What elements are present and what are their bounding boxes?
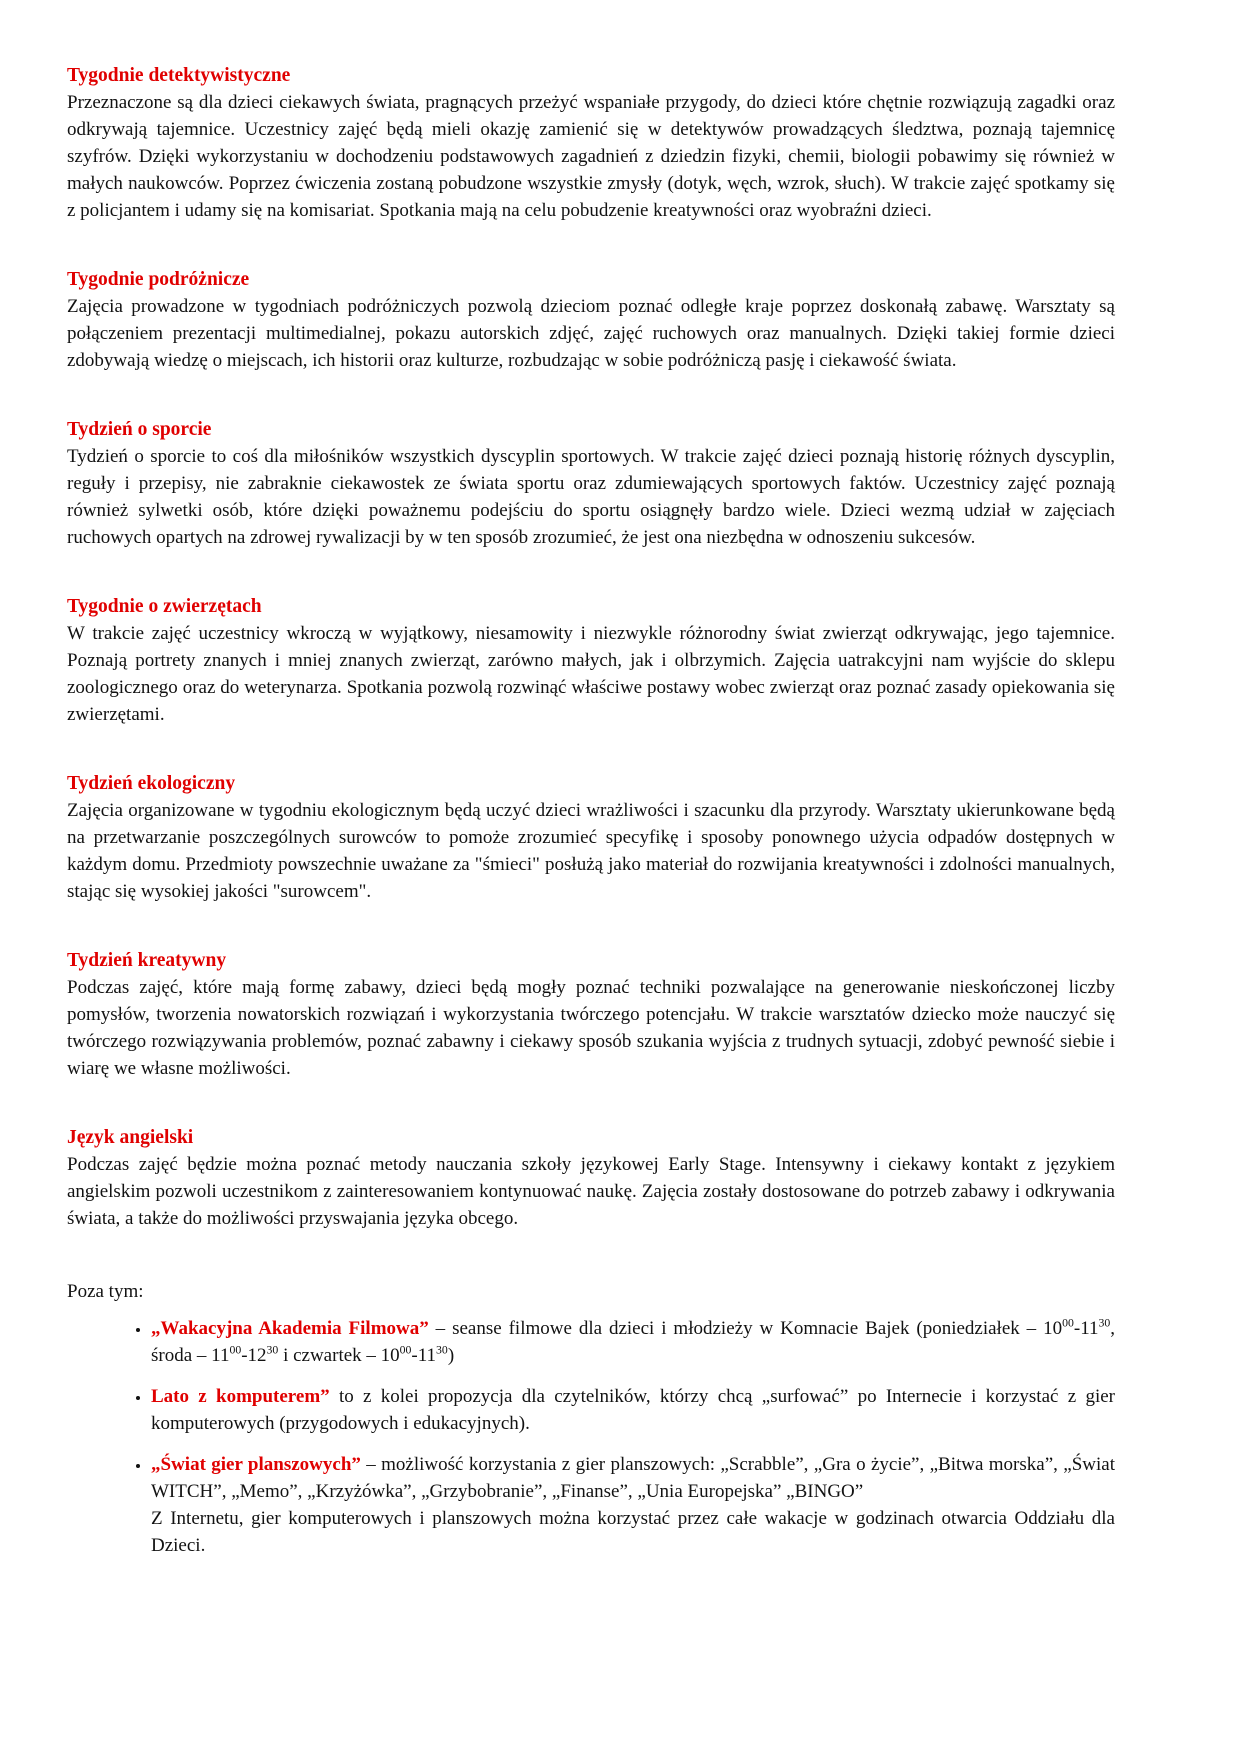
- section-travel-weeks: [67, 266, 1115, 374]
- list-item-film-academy: [151, 1315, 1115, 1369]
- bullet-extra-line: Z Internetu, gier komputerowych i planszowych można korzystać przez całe wakacje w godzinach otwarcia Oddziału dla Dzieci.: [151, 1508, 1115, 1556]
- bullet-text: – seanse filmowe dla dzieci i młodzieży w Komnacie Bajek (poniedziałek – $10^{00}-11^{30}$, środa – $11^{00}-12^{30}$ i czwartek – $10^{00}-11^{30}$): [151, 1316, 1116, 1366]
- section-body: Tydzień o sporcie to coś dla miłośników wszystkich dyscyplin sportowych. W trakcie zajęć dzieci poznają historię różnych dyscyplin, reguły i przepisy, nie zabraknie ciekawostek ze świata sportu oraz zdumiewających sportowych faktów. Uczestnicy zajęć poznają również sylwetki osób, które dzięki poważnemu podejściu do sportu osiągnęły bardzo wiele. Dzieci wezmą udział w zajęciach ruchowych opartych na zdrowej rywalizacji by w ten sposób zrozumieć, że jest ona niezbędna w odnoszeniu sukcesów.: [67, 446, 1115, 548]
- bullet-title: „Świat gier planszowych”: [151, 1454, 361, 1475]
- section-body: Podczas zajęć, które mają formę zabawy, dzieci będą mogły poznać techniki pozwalające na generowanie nieskończonej liczby pomysłów, tworzenia nowatorskich rozwiązań i wykorzystania twórczego potencjału. W trakcie warsztatów dziecko może nauczyć się twórczego rozwiązywania problemów, poznać zabawny i ciekawy sposób szukania wyjścia z trudnych sytuacji, zdobyć pewność siebie i wiarę we własne możliwości.: [67, 977, 1115, 1079]
- section-heading: Tygodnie detektywistyczne: [67, 65, 291, 86]
- section-detective-weeks: [67, 62, 1115, 224]
- section-sport-week: [67, 416, 1115, 551]
- bullet-text: – możliwość korzystania z gier planszowych: „Scrabble”, „Gra o życie”, „Bitwa morska”, „Świat WITCH”, „Memo”, „Krzyżówka”, „Grzybobranie”, „Finanse”, „Unia Europejska” „BINGO”: [151, 1454, 1115, 1502]
- section-english-language: [67, 1124, 1115, 1232]
- section-body: Zajęcia organizowane w tygodniu ekologicznym będą uczyć dzieci wrażliwości i szacunku dla przyrody. Warsztaty ukierunkowane będą na przetwarzanie poszczególnych surowców to pomoże zrozumieć specyfikę i sposoby ponownego użycia odpadów dostępnych w każdym domu. Przedmioty powszechnie uważane za "śmieci" posłużą jako materiał do rozwijania kreatywności i zdolności manualnych, stając się wysokiej jakości "surowcem".: [67, 800, 1115, 902]
- bullet-text: to z kolei propozycja dla czytelników, którzy chcą „surfować” po Internecie i korzystać z gier komputerowych (przygodowych i edukacyjnych).: [151, 1386, 1115, 1434]
- extras-list: [67, 1315, 1115, 1559]
- section-body: Przeznaczone są dla dzieci ciekawych świata, pragnących przeżyć wspaniałe przygody, do dzieci które chętnie rozwiązują zagadki oraz odkrywają tajemnice. Uczestnicy zajęć będą mieli okazję zamienić się w detektywów prowadzących śledztwa, poznają tajemnicę szyfrów. Dzięki wykorzystaniu w dochodzeniu podstawowych zagadnień z dziedzin fizyki, chemii, biologii pobawimy się również w małych naukowców. Poprzez ćwiczenia zostaną pobudzone wszystkie zmysły (dotyk, węch, wzrok, słuch). W trakcie zajęć spotkamy się z policjantem i udamy się na komisariat. Spotkania mają na celu pobudzenie kreatywności oraz wyobraźni dzieci.: [67, 92, 1115, 221]
- section-heading: Język angielski: [67, 1127, 194, 1148]
- section-body: W trakcie zajęć uczestnicy wkroczą w wyjątkowy, niesamowity i niezwykle różnorodny świat zwierząt odkrywając, jego tajemnice. Poznają portrety znanych i mniej znanych zwierząt, zarówno małych, jak i olbrzymich. Zajęcia uatrakcyjni nam wyjście do sklepu zoologicznego oraz do weterynarza. Spotkania pozwolą rozwinąć właściwe postawy wobec zwierząt oraz poznać zasady opiekowania się zwierzętami.: [67, 623, 1115, 725]
- section-animal-weeks: [67, 593, 1115, 728]
- list-item-board-games-world: [151, 1451, 1115, 1559]
- section-heading: Tygodnie podróżnicze: [67, 269, 250, 290]
- section-body: Podczas zajęć będzie można poznać metody nauczania szkoły językowej Early Stage. Intensywny i ciekawy kontakt z językiem angielskim pozwoli uczestnikom z zainteresowaniem kontynuować naukę. Zajęcia zostały dostosowane do potrzeb zabawy i odkrywania świata, a także do możliwości przyswajania języka obcego.: [67, 1154, 1115, 1229]
- list-item-summer-with-computer: [151, 1383, 1115, 1437]
- section-body: Zajęcia prowadzone w tygodniach podróżniczych pozwolą dzieciom poznać odległe kraje poprzez doskonałą zabawę. Warsztaty są połączeniem prezentacji multimedialnej, pokazu autorskich zdjęć, zajęć ruchowych oraz manualnych. Dzięki takiej formie dzieci zdobywają wiedzę o miejscach, ich historii oraz kulturze, rozbudzając w sobie podróżniczą pasję i ciekawość świata.: [67, 296, 1115, 371]
- bullet-title: „Wakacyjna Akademia Filmowa”: [151, 1318, 429, 1339]
- bullet-title: Lato z komputerem”: [151, 1386, 330, 1407]
- section-creative-week: [67, 947, 1115, 1082]
- section-heading: Tydzień o sporcie: [67, 419, 212, 440]
- section-ecology-week: [67, 770, 1115, 905]
- section-heading: Tydzień ekologiczny: [67, 773, 236, 794]
- section-heading: Tydzień kreatywny: [67, 950, 227, 971]
- extras-intro: Poza tym:: [67, 1281, 144, 1302]
- section-heading: Tygodnie o zwierzętach: [67, 596, 262, 617]
